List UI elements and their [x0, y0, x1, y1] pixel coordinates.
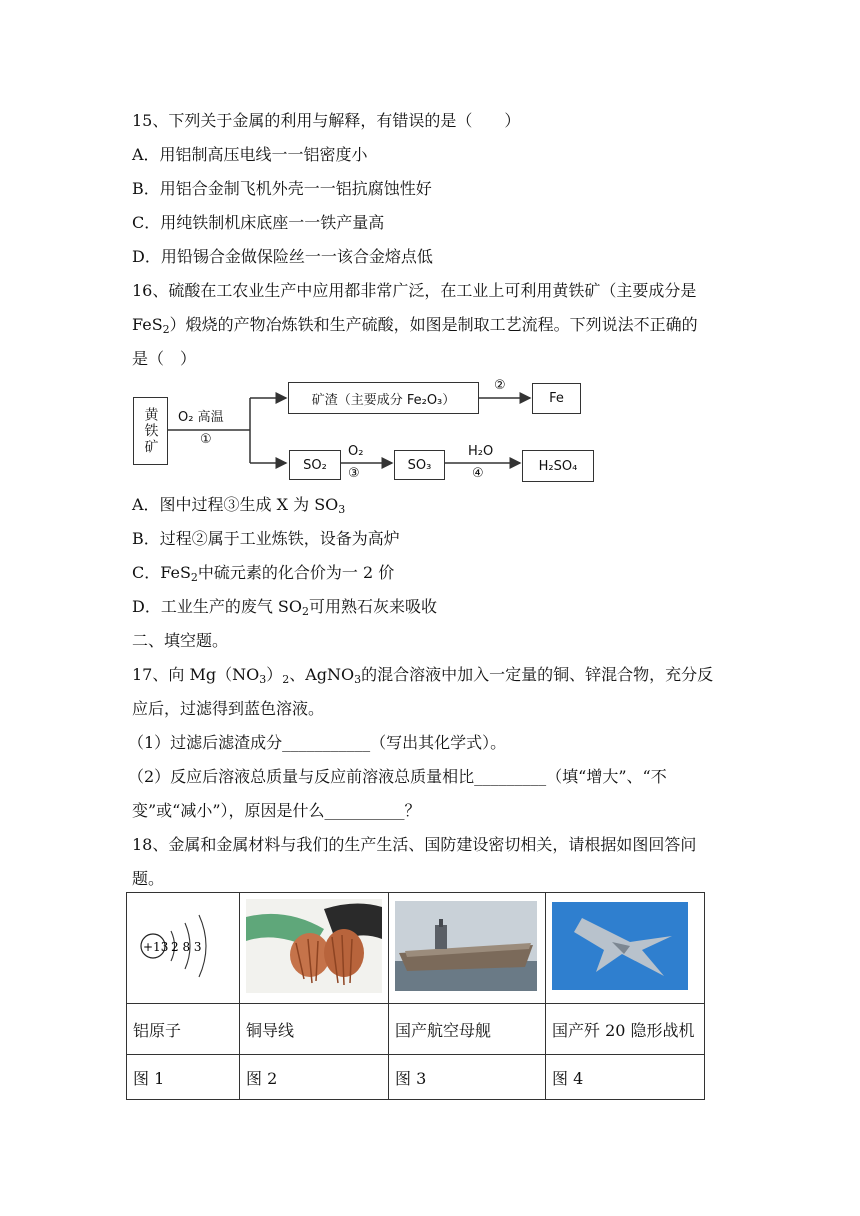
q17-part2-line2: 变”或“减小”），原因是什么__________？ [132, 801, 421, 820]
q17-line1: 17、向 $Mg(NO_3)_2$、AgNO$_3$的混合溶液中加入一定量的铜、锌混合物，充分反 [132, 665, 714, 686]
ore-box: 黄铁矿 [133, 397, 168, 465]
h2so4-box: H₂SO₄ [522, 450, 594, 482]
fe-box: Fe [532, 383, 581, 414]
q16-stem-line1: 16、硫酸在工农业生产中应用都非常广泛，在工业上可利用黄铁矿（主要成分是 [132, 281, 697, 300]
q16-option-a: A．图中过程③生成 X 为 $SO_3$ [132, 495, 346, 516]
q16-option-b: B．过程②属于工业炼铁，设备为高炉 [132, 529, 400, 548]
fig2-image-cell [240, 893, 389, 1004]
q16-option-c: C．FeS$_2$中硫元素的化合价为一 2 价 [132, 563, 395, 584]
fig1-image-cell [127, 893, 240, 1004]
fig3-label: 图 3 [389, 1055, 546, 1100]
fig3-image-cell [389, 893, 546, 1004]
q16-stem-line3: 是（ ） [132, 349, 197, 368]
fig2-caption: 铜导线 [240, 1004, 389, 1055]
residue-box: 矿渣（主要成分 Fe₂O₃） [288, 382, 479, 414]
q15-option-b: B．用铝合金制飞机外壳一一铝抗腐蚀性好 [132, 179, 432, 198]
so2-box: SO₂ [289, 450, 341, 480]
q17-line2: 应后，过滤得到蓝色溶液。 [132, 699, 325, 718]
flow-arrows [0, 0, 860, 500]
step2-number: ② [494, 378, 506, 393]
fig4-image-cell [546, 893, 705, 1004]
q15-option-c: C．用纯铁制机床底座一一铁产量高 [132, 213, 385, 232]
fig3-caption: 国产航空母舰 [389, 1004, 546, 1055]
aircraft-carrier-image [395, 901, 537, 991]
q17-part1: （1）过滤后滤渣成分___________（写出其化学式）。 [128, 733, 507, 752]
stealth-fighter-image [552, 902, 688, 990]
copper-wire-image [246, 899, 382, 993]
q15-option-a: A．用铝制高压电线一一铝密度小 [132, 145, 368, 164]
q18-line2: 题。 [132, 869, 165, 888]
figure-table [126, 892, 705, 1100]
q16-stem-line2: FeS$_2$）煅烧的产物冶炼铁和生产硫酸，如图是制取工艺流程。下列说法不正确的 [132, 315, 698, 336]
so3-box: SO₃ [394, 450, 445, 480]
nucleus-label: +13 [143, 940, 169, 954]
q16-option-d: D．工业生产的废气 $SO_2$可用熟石灰来吸收 [132, 597, 438, 618]
step3-number: ③ [348, 466, 360, 481]
fig2-label: 图 2 [240, 1055, 389, 1100]
shell-electrons: 2 8 3 [171, 940, 202, 954]
fig1-label: 图 1 [127, 1055, 240, 1100]
q15-stem: 15、下列关于金属的利用与解释，有错误的是（ ） [132, 111, 521, 130]
q17-part2-line1: （2）反应后溶液总质量与反应前溶液总质量相比_________（填“增大”、“不 [128, 767, 667, 786]
step3-condition: O₂ [348, 444, 364, 459]
q15-option-d: D．用铅锡合金做保险丝一一该合金熔点低 [132, 247, 433, 266]
step4-number: ④ [472, 466, 484, 481]
step1-condition: O₂ 高温 [178, 410, 224, 425]
aluminum-atom-diagram [133, 901, 233, 991]
fig1-caption: 铝原子 [127, 1004, 240, 1055]
step4-condition: H₂O [468, 444, 494, 459]
fig4-label: 图 4 [546, 1055, 705, 1100]
fig4-caption: 国产歼 20 隐形战机 [546, 1004, 705, 1055]
section-heading: 二、填空题。 [132, 631, 229, 650]
q18-line1: 18、金属和金属材料与我们的生产生活、国防建设密切相关，请根据如图回答问 [132, 835, 697, 854]
step1-number: ① [200, 432, 212, 447]
